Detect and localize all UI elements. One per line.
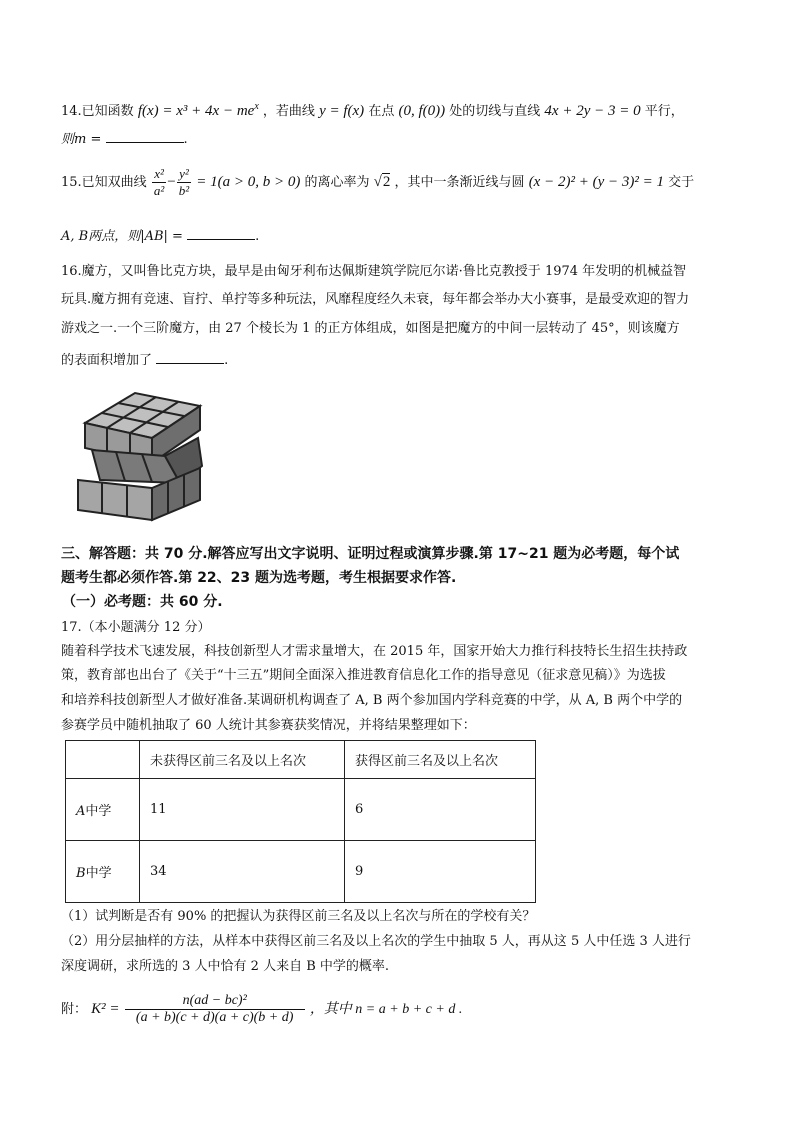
q15-answer-prefix: A, B两点，则|AB| = [61,229,183,244]
q14-text: 14.已知函数 [61,104,134,119]
appendix-label: 附： [61,1002,88,1017]
q15-frac-x: $\frac{\text{x²}}{\text{a²}}$ [153,166,165,198]
q14-text-c: 在点 [368,104,395,119]
table-row [66,779,536,841]
q14-line2: 则m = . [61,132,188,147]
q14-answer-prefix: 则m = [61,132,102,147]
q15-line2: A, B两点，则|AB| = . [61,229,260,244]
q15-text-b: 的离心率为 [304,175,370,190]
table-cell: 6 [345,779,536,841]
q14-curve: y = f(x) [319,103,365,119]
k2-fraction: $\frac{\text{n(ad − bc)²}}{(a + b)(c + d)(a + c)(b + d)}$ [125,993,305,1026]
table-cell: 34 [140,841,345,903]
q16-answer-blank [156,351,224,364]
table-header-cell: 未获得区前三名及以上名次 [140,741,345,779]
q15-frac-y: $\frac{\text{y²}}{\text{b²}}$ [178,166,190,198]
q14-text-d: 处的切线与直线 [449,104,541,119]
q16-line2: 玩具.魔方拥有竞速、盲拧、单拧等多种玩法，风靡程度经久未衰，每年都会举办大小赛事，是最受欢迎的智力 [61,292,690,307]
table-school-cell: B中学 [66,841,140,903]
q15-text-c: ，其中一条渐近线与圆 [394,175,525,190]
q15-circle: (x − 2)² + (y − 3)² = 1 [528,174,664,190]
q17-paragraph-4: 参赛学员中随机抽取了 60 人统计其参赛获奖情况，并将结果整理如下： [61,718,476,733]
section3-subheading: （一）必考题：共 60 分. [62,594,223,610]
q17-paragraph-1: 随着科学技术飞速发展，科技创新型人才需求量增大，在 2015 年，国家开始大力推行科技特长生招生扶持政 [61,644,688,659]
q17-subquestion-2-line1: （2）用分层抽样的方法，从样本中获得区前三名及以上名次的学生中抽取 5 人，再从这 5 人中任选 3 人进行 [61,934,691,949]
q17-header: 17.（本小题满分 12 分） [61,620,211,635]
q16-line1: 16.魔方，又叫鲁比克方块，最早是由匈牙利布达佩斯建筑学院厄尔诺·鲁比克教授于 1974 年发明的机械益智 [61,264,687,279]
q14-text-b: ，若曲线 [262,104,315,119]
k2-tail: ，其中 n = a + b + c + d . [309,1002,463,1017]
q15-text: 15.已知双曲线 [61,175,147,190]
q14-text-e: 平行， [644,104,684,119]
q17-subquestion-2-line2: 深度调研，求所选的 3 人中恰有 2 人来自 B 中学的概率. [61,959,390,974]
section3-heading-line2: 题考生都必须作答.第 22、23 题为选考题，考生根据要求作答. [61,570,457,586]
q15-minus: − [167,174,176,190]
q16-text-end: 的表面积增加了 [61,353,153,368]
k2-symbol: K² = [91,1001,120,1017]
q16-line3: 游戏之一.一个三阶魔方，由 27 个棱长为 1 的正方体组成，如图是把魔方的中间一层转动了 45°，则该魔方 [61,321,680,336]
section3-heading-line1: 三、解答题：共 70 分.解答应写出文字说明、证明过程或演算步骤.第 17~21 题为必考题，每个试 [61,546,680,562]
q14-line1 [61,97,684,122]
table-cell: 9 [345,841,536,903]
q15-answer-blank [187,227,255,240]
table-row [66,841,536,903]
q17-paragraph-3: 和培养科技创新型人才做好准备.某调研机构调查了 A, B 两个参加国内学科竞赛的中学，从 A, B 两个中学的 [61,693,683,708]
q15-text-d: 交于 [668,175,695,190]
q15-condition: = 1(a > 0, b > 0) [196,174,301,190]
q17-appendix-formula [61,990,462,1029]
q16-line4: 的表面积增加了 . [61,353,229,368]
rubiks-cube-figure [70,388,205,528]
q14-answer-blank [106,130,184,143]
q15-line1 [61,165,694,200]
table-header-cell: 获得区前三名及以上名次 [345,741,536,779]
table-school-cell: A中学 [66,779,140,841]
q17-award-table [65,740,536,903]
q15-sqrt2: √2 [373,174,391,190]
table-header-cell [66,741,140,779]
table-cell: 11 [140,779,345,841]
q14-point: (0, f(0)) [398,103,446,119]
q14-function: $f(x) = x^3 + 4x - me^x$ [137,101,259,119]
q14-line-equation: 4x + 2y − 3 = 0 [544,103,641,119]
q17-subquestion-1: （1）试判断是否有 90% 的把握认为获得区前三名及以上名次与所在的学校有关？ [61,909,536,924]
q17-paragraph-2: 策，教育部也出台了《关于“十三五”期间全面深入推进教育信息化工作的指导意见（征求意见稿）》为选拔 [61,668,666,683]
table-header-row [66,741,536,779]
